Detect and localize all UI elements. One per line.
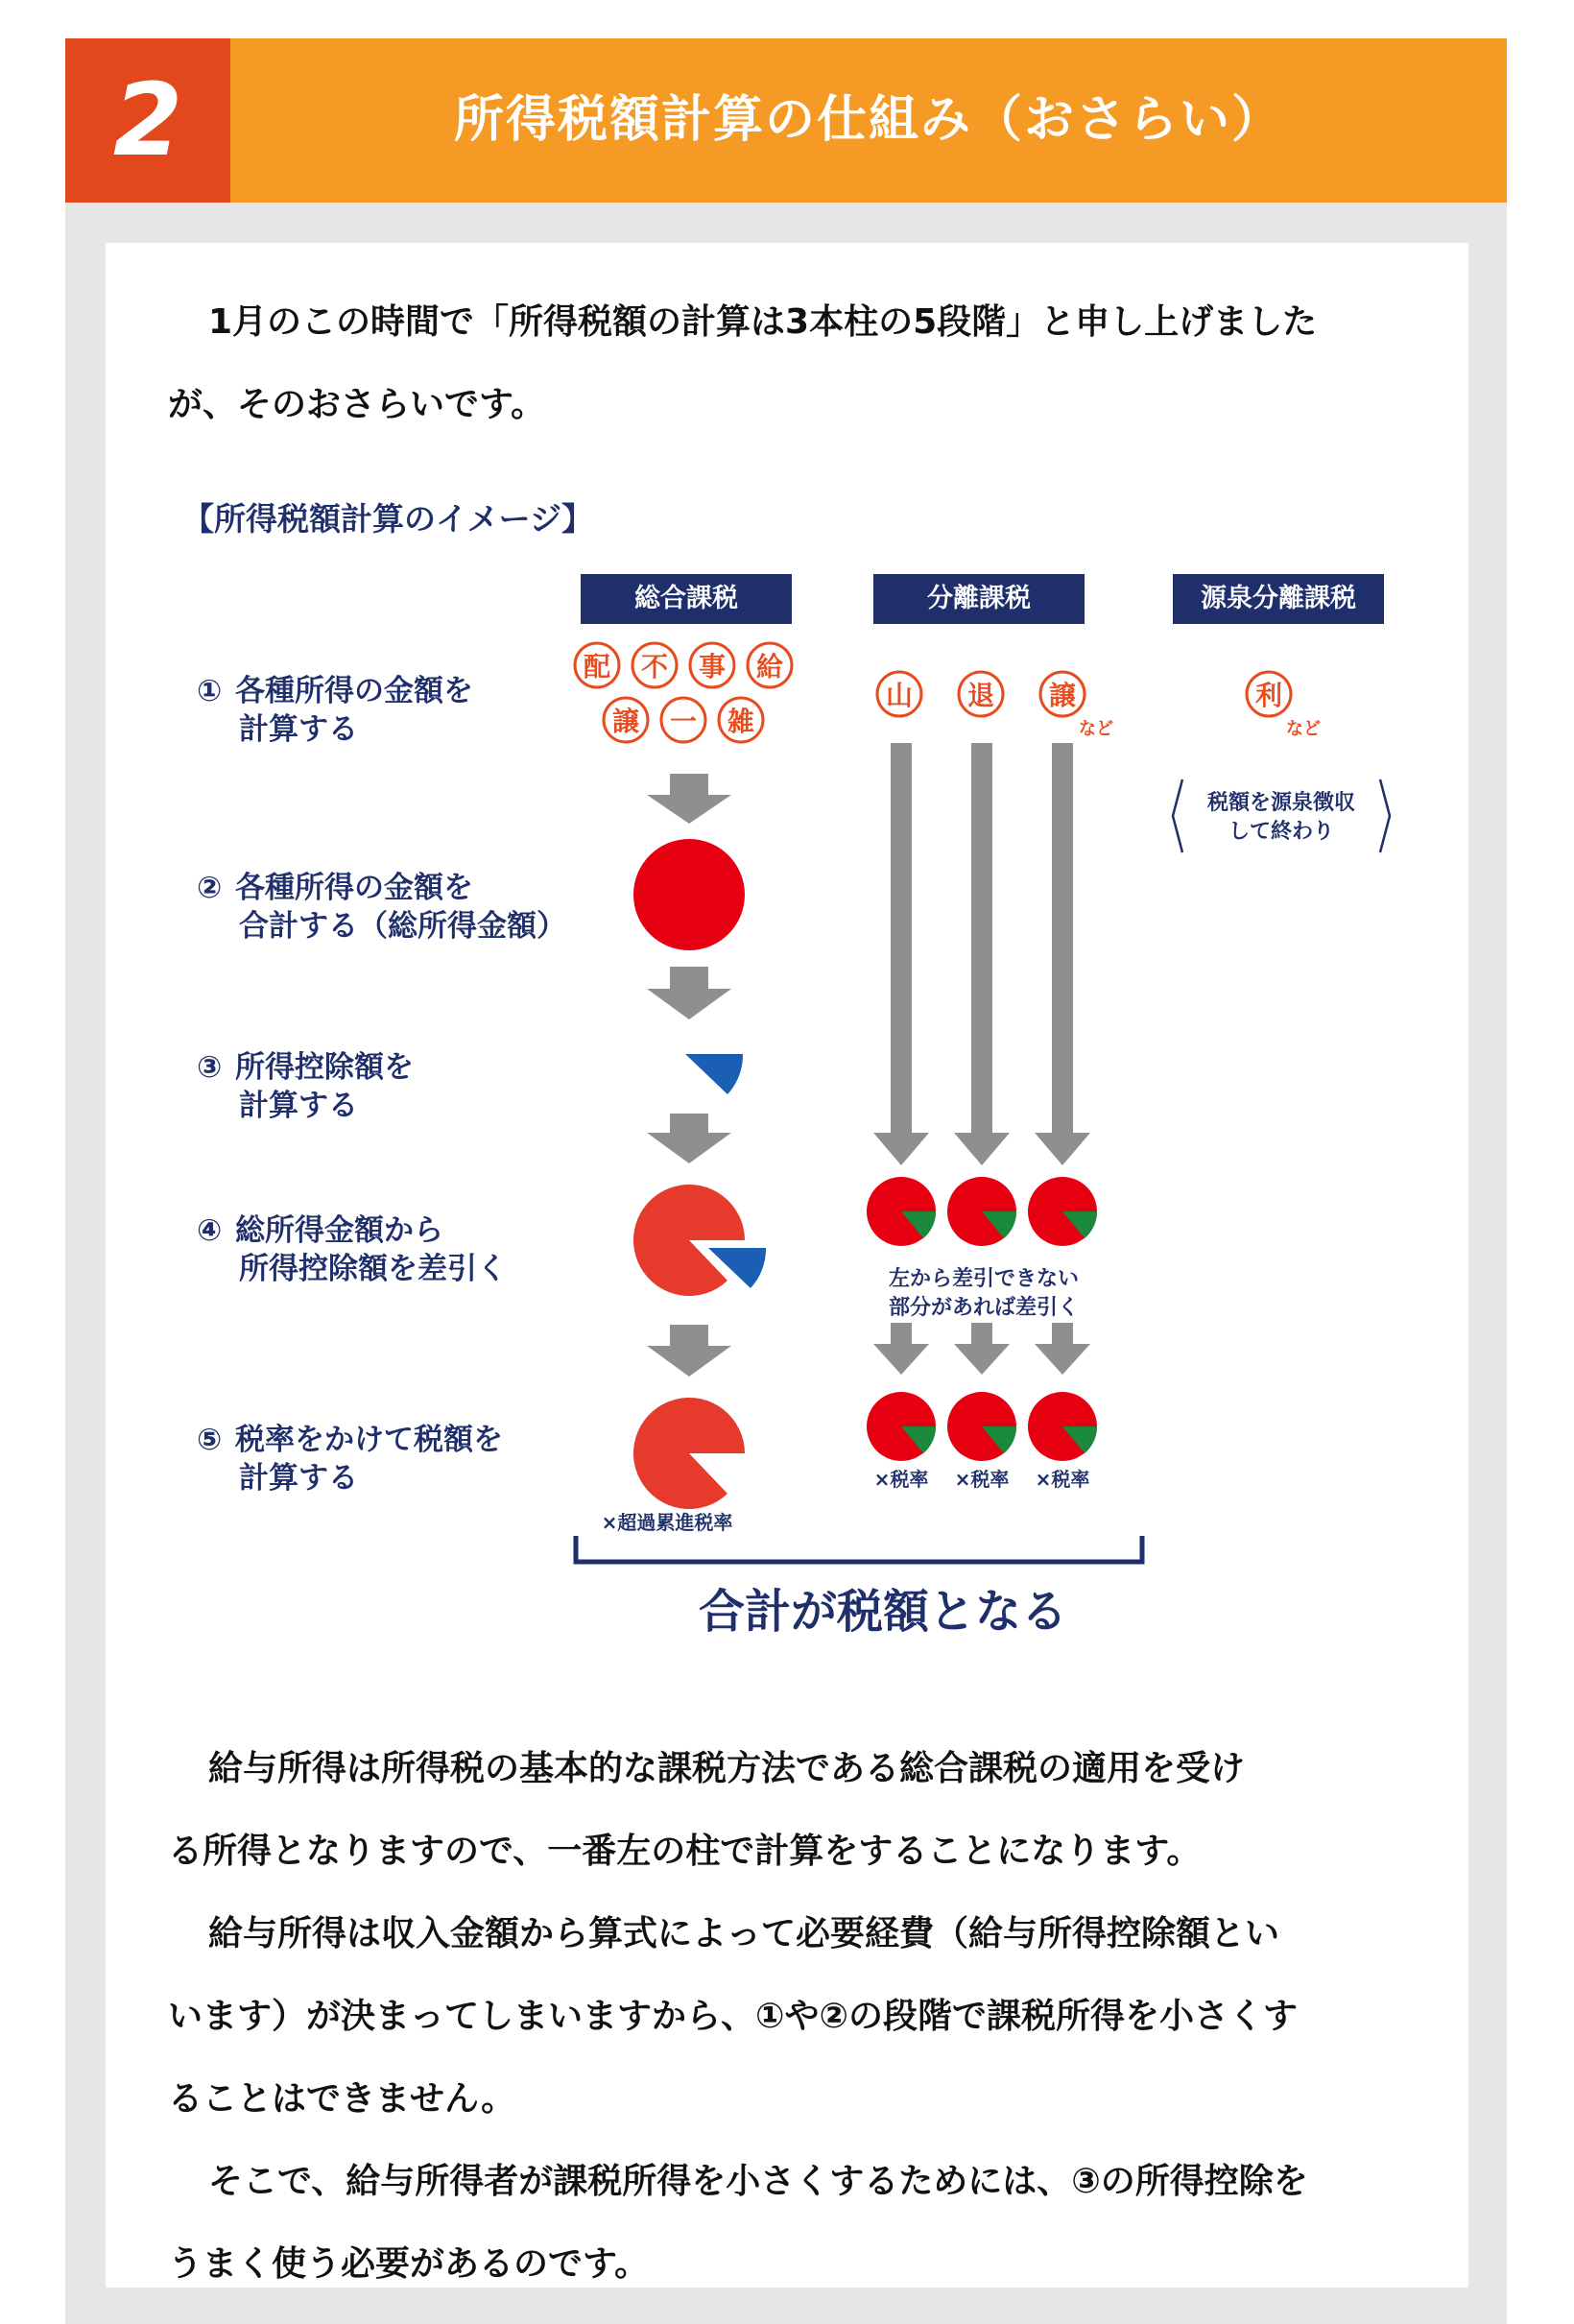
income-badge-interest: [1247, 672, 1291, 716]
separate-etc-label: など: [1079, 719, 1113, 739]
income-badge-business: [690, 643, 734, 687]
progressive-rate-label: ×超過累進税率: [601, 1511, 733, 1534]
separate-step5-pies: [867, 1392, 1097, 1461]
deduction-wedge: [685, 1054, 743, 1094]
svg-text:給: 給: [755, 651, 784, 683]
svg-text:不: 不: [640, 651, 669, 683]
income-badge-transfer: [604, 698, 648, 742]
income-badge-occasional: [661, 698, 705, 742]
body-paragraph-2: 給与所得は収入金額から算式によって必要経費（給与所得控除額とい います）が決まってしまいますから、①や②の段階で課税所得を小さくす ることはできません。: [168, 1914, 1298, 2119]
intro-line-2: が、そのおさらいです。: [168, 385, 546, 424]
section-number: 2: [112, 61, 183, 179]
arrow-down: [1035, 1323, 1090, 1375]
column-header-withholding: 源泉分離課税: [1173, 574, 1384, 624]
income-badge-retirement: [959, 672, 1003, 716]
income-badge-salary: [748, 643, 792, 687]
tax-rate-label: ×税率: [873, 1468, 929, 1491]
arrow-down: [647, 1114, 731, 1163]
separate-note: 左から差引できない 部分があれば差引く: [888, 1267, 1079, 1320]
income-badge-dividend: [575, 643, 619, 687]
arrow-down: [873, 1323, 929, 1375]
withholding-etc-label: など: [1286, 719, 1321, 739]
step-3: ③ 所得控除額を 計算する: [197, 1050, 414, 1123]
intro-line-1: 1月のこの時間で「所得税額の計算は3本柱の5段階」と申し上げました: [208, 302, 1318, 342]
body-paragraph-1: 給与所得は所得税の基本的な課税方法である総合課税の適用を受け る所得となりますので、一番左の柱で計算をすることになります。: [168, 1749, 1246, 1871]
sum-bracket: [576, 1536, 1142, 1562]
step-2: ② 各種所得の金額を 合計する（総所得金額）: [197, 871, 566, 944]
arrow-down: [873, 743, 929, 1165]
arrow-down: [647, 967, 731, 1019]
separate-long-arrows: [873, 743, 1090, 1165]
arrow-down: [954, 1323, 1010, 1375]
separate-short-arrows: [873, 1323, 1090, 1375]
separate-pie: [1028, 1392, 1097, 1461]
arrow-down: [1035, 743, 1090, 1165]
svg-text:一: 一: [669, 706, 698, 737]
separate-pie: [867, 1392, 936, 1461]
step-5: ⑤ 税率をかけて税額を 計算する: [197, 1423, 503, 1496]
svg-text:雑: 雑: [727, 706, 755, 737]
income-badge-misc: [719, 698, 763, 742]
section-title: 所得税額計算の仕組み（おさらい）: [453, 91, 1283, 149]
separate-pie: [1028, 1177, 1097, 1246]
income-badge-transfer-separate: [1040, 672, 1085, 716]
step-1: ① 各種所得の金額を 計算する: [197, 674, 473, 747]
tax-rate-label: ×税率: [1035, 1468, 1090, 1491]
general-income-badges: [575, 643, 792, 742]
arrow-down: [954, 743, 1010, 1165]
separate-step4-pies: [867, 1177, 1097, 1246]
total-tax-label: 合計が税額となる: [698, 1585, 1067, 1639]
separate-income-badges: [877, 672, 1113, 739]
svg-text:事: 事: [698, 651, 727, 683]
column-header-general: 総合課税: [581, 574, 792, 624]
arrow-down: [647, 774, 731, 824]
svg-text:利: 利: [1254, 680, 1283, 711]
separate-pie: [867, 1177, 936, 1246]
income-badge-real-estate: [632, 643, 677, 687]
taxable-income-pie: [633, 1398, 745, 1509]
body-paragraph-3: そこで、給与所得者が課税所得を小さくするためには、③の所得控除を うまく使う必要があるのです。: [168, 2162, 1308, 2284]
column-header-separate: 分離課税: [873, 574, 1085, 624]
svg-text:譲: 譲: [1048, 680, 1077, 711]
svg-text:配: 配: [583, 651, 611, 683]
withholding-note: 税額を源泉徴収 して終わり: [1206, 791, 1355, 844]
arrow-down: [647, 1325, 731, 1377]
tax-rate-label: ×税率: [954, 1468, 1010, 1491]
separate-pie: [947, 1177, 1016, 1246]
diagram-label: 【所得税額計算のイメージ】: [182, 500, 594, 538]
svg-text:山: 山: [885, 680, 914, 711]
total-income-circle: [633, 839, 745, 950]
income-badge-timber: [877, 672, 921, 716]
svg-text:退: 退: [966, 680, 995, 711]
svg-text:譲: 譲: [611, 706, 640, 737]
withholding-income-badges: [1247, 672, 1321, 739]
separate-pie: [947, 1392, 1016, 1461]
after-deduction-pie: [633, 1185, 745, 1296]
step-4: ④ 総所得金額から 所得控除額を差引く: [197, 1213, 507, 1286]
